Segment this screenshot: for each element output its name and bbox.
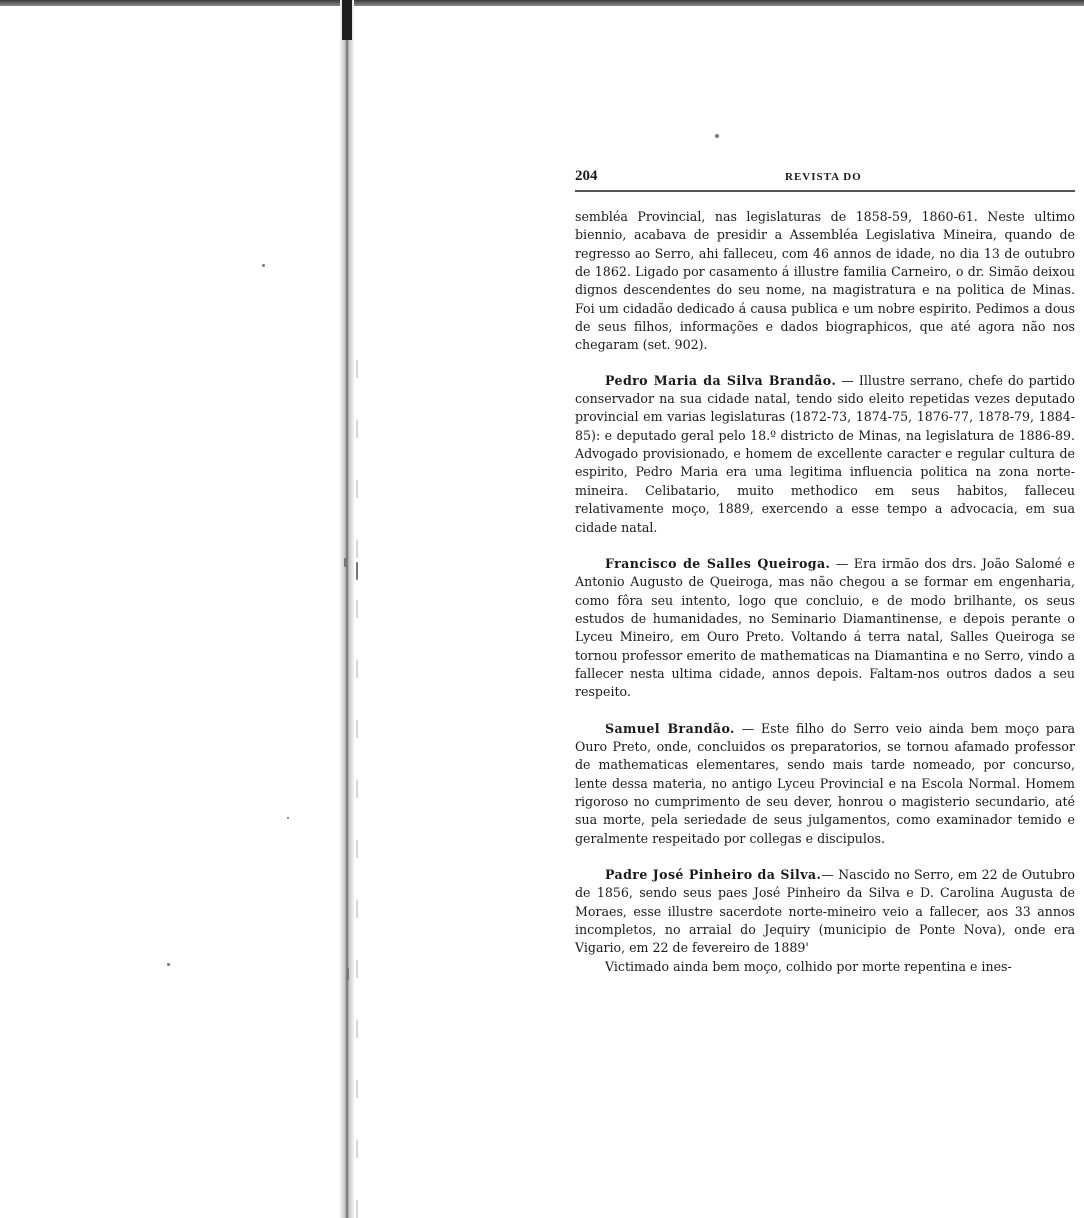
scan-speck — [356, 562, 358, 580]
book-page — [575, 168, 1075, 994]
paragraph-continuation: Victimado ainda bem moço, colhido por morte repentina e ines- — [605, 958, 1012, 974]
scan-speck — [262, 264, 265, 267]
spine-dark-mark — [342, 0, 352, 40]
scan-speck — [167, 963, 170, 966]
scan-speck — [347, 968, 349, 980]
scan-speck — [287, 817, 289, 819]
entry-text-samuel-brandao: — Este filho do Serro veio ainda bem moço para Ouro Preto, onde, concluidos os preparatorios, se tornou afamado professor de mathematicas elementares, sendo mais tarde nomeado, por concurso, lente dessa materia, no antigo Lyceu Provincial e na Escola Normal. Homem rigoroso no cumprimento de seu dever, honrou o magisterio secundario, até sua morte, pela seriedade de seus julgamentos, como examinador temido e geralmente respeitado por collegas e discipulos. — [575, 720, 1075, 846]
entry-name-francisco-queiroga: Francisco de Salles Queiroga. — [605, 555, 831, 571]
paragraph-simao: sembléa Provincial, nas legislaturas de 1858-59, 1860-61. Neste ultimo biennio, acabava de presidir a Assembléa Legislativa Mineira, quando de regresso ao Serro, ahi falleceu, com 46 annos de idade, no dia 13 de outubro de 1862. Ligado por casamento á illustre familia Carneiro, o dr. Simão deixou dignos descendentes do seu nome, na magistratura e na politica de Minas. Foi um cidadão dedicado á causa publica e um nobre espirito. Pedimos a dous de seus filhos, informações e dados biographicos, que até agora não nos chegaram (set. 902). — [575, 209, 1075, 353]
paragraph-padre-jose — [575, 866, 1075, 958]
book-spine-gutter — [340, 0, 354, 1218]
entry-text-padre-jose: — Nascido no Serro, em 22 de Outubro de 1856, sendo seus paes José Pinheiro da Silva e D. Carolina Augusta de Moraes, esse illustre sacerdote norte-mineiro veio a fallecer, aos 33 annos incompletos, no arraial do Jequiry (municipio de Ponte Nova), onde era Vigario, em 22 de fevereiro de 1889' — [575, 867, 1076, 956]
scan-speck — [715, 134, 719, 138]
scan-speck — [344, 558, 347, 567]
entry-text-pedro-maria: — Illustre serrano, chefe do partido conservador na sua cidade natal, tendo sido eleito repetidas vezes deputado provincial em varias legislaturas (1872-73, 1874-75, 1876-77, 1878-79, 1884-85): e deputado geral pelo 18.º districto de Minas, na legislatura de 1886-89. Advogado provisionado, e homem de excellente caracter e regular cultura de espirito, Pedro Maria era uma legitima influencia politica na zona norte-mineira. Celibatario, muito methodico em seus habitos, falleceu relativamente moço, 1889, exercendo a esse tempo a advocacia, em sua cidade natal. — [575, 372, 1075, 535]
scan-top-edge — [0, 0, 1084, 6]
paragraph-francisco-queiroga — [575, 555, 1075, 702]
body-text — [575, 208, 1075, 976]
running-head: REVISTA DO — [785, 171, 862, 183]
entry-name-samuel-brandao: Samuel Brandão. — [605, 720, 735, 736]
paragraph-samuel-brandao — [575, 720, 1075, 848]
entry-name-padre-jose: Padre José Pinheiro da Silva. — [605, 867, 822, 882]
entry-text-francisco-queiroga: — Era irmão dos drs. João Salomé e Antonio Augusto de Queiroga, mas não chegou a se formar em engenharia, como fôra seu intento, logo que concluio, e de modo brilhante, os seus estudos de humanidades, no Seminario Diamantinense, e depois perante o Lyceu Mineiro, em Ouro Preto. Voltando á terra natal, Salles Queiroga se tornou professor emerito de mathematicas na Diamantina e no Serro, vindo a fallecer nesta ultima cidade, annos depois. Faltam-nos outros dados a seu respeito. — [575, 555, 1076, 700]
entry-name-pedro-maria: Pedro Maria da Silva Brandão. — [605, 372, 837, 388]
gutter-shadow — [356, 360, 358, 1218]
paragraph-pedro-maria — [575, 372, 1075, 537]
page-header — [575, 168, 1075, 192]
page-number: 204 — [575, 168, 598, 184]
